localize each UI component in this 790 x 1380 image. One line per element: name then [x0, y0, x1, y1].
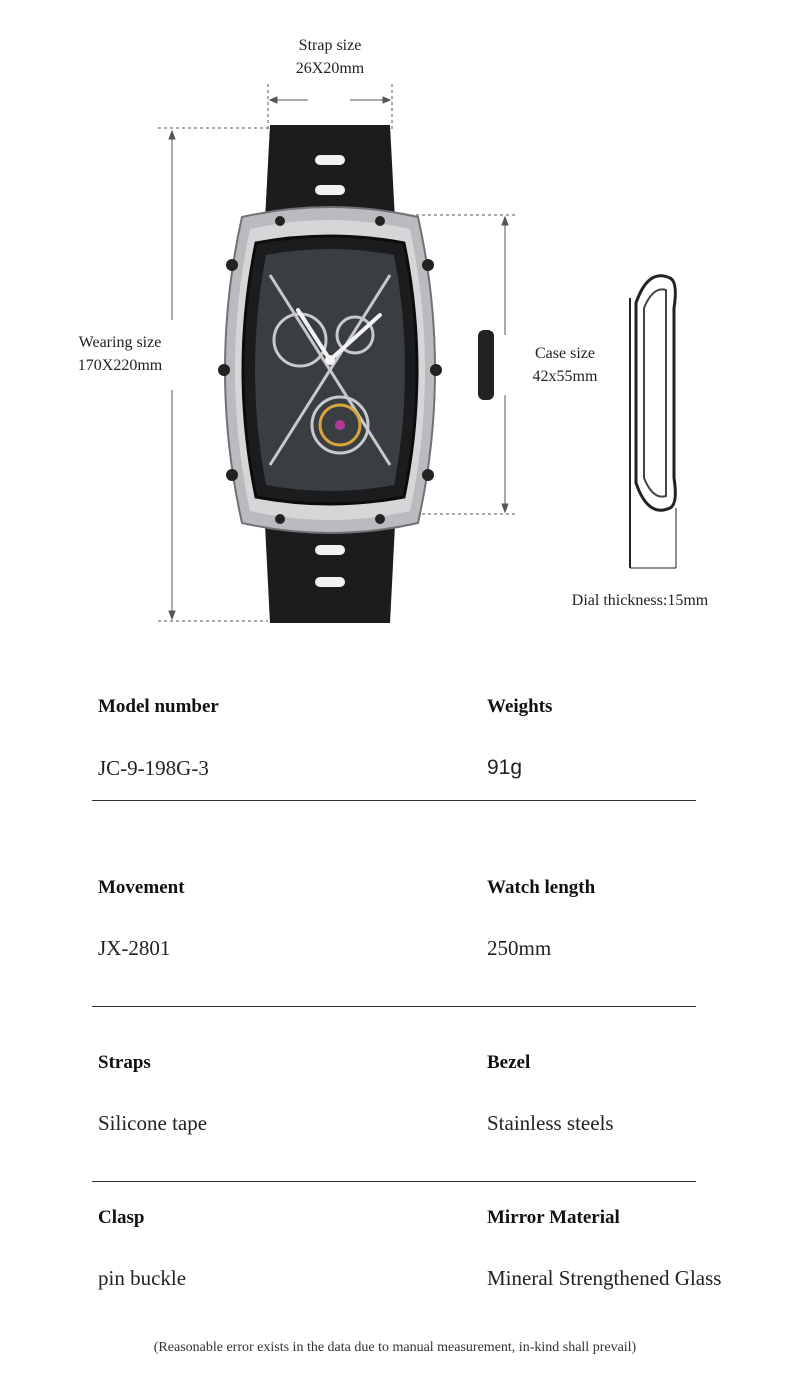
wearing-size-value: 170X220mm	[77, 357, 163, 374]
wearing-size-label: Wearing size	[78, 334, 162, 351]
case-size-value: 42x55mm	[532, 368, 598, 385]
spec-label-watch-length: Watch length	[487, 877, 596, 898]
watch-front-illustration	[190, 125, 500, 625]
measurement-footnote: (Reasonable error exists in the data due to manual measurement, in-kind shall prevail)	[153, 1340, 637, 1355]
spec-label-bezel: Bezel	[487, 1052, 531, 1073]
strap-size-value: 26X20mm	[295, 60, 365, 77]
spec-value-bezel: Stainless steels	[487, 1111, 614, 1135]
watch-side-profile-illustration	[618, 268, 688, 573]
spec-value-movement: JX-2801	[98, 936, 171, 960]
spec-value-watch-length: 250mm	[487, 936, 552, 960]
spec-label-mirror-material: Mirror Material	[487, 1207, 620, 1228]
spec-value-clasp: pin buckle	[98, 1266, 187, 1290]
divider	[92, 1181, 696, 1182]
spec-label-movement: Movement	[98, 877, 185, 898]
spec-label-straps: Straps	[98, 1052, 151, 1073]
spec-label-model-number: Model number	[98, 696, 219, 717]
spec-value-model-number: JC-9-198G-3	[98, 756, 209, 780]
divider	[92, 800, 696, 801]
spec-value-weights: 91g	[487, 756, 523, 779]
case-size-label: Case size	[535, 345, 595, 362]
spec-label-weights: Weights	[487, 696, 553, 717]
strap-size-label: Strap size	[298, 37, 362, 54]
spec-value-straps: Silicone tape	[98, 1111, 208, 1135]
spec-label-clasp: Clasp	[98, 1207, 145, 1228]
dial-thickness-label: Dial thickness:15mm	[571, 592, 709, 609]
divider	[92, 1006, 696, 1007]
spec-value-mirror-material: Mineral Strengthened Glass	[487, 1266, 722, 1290]
